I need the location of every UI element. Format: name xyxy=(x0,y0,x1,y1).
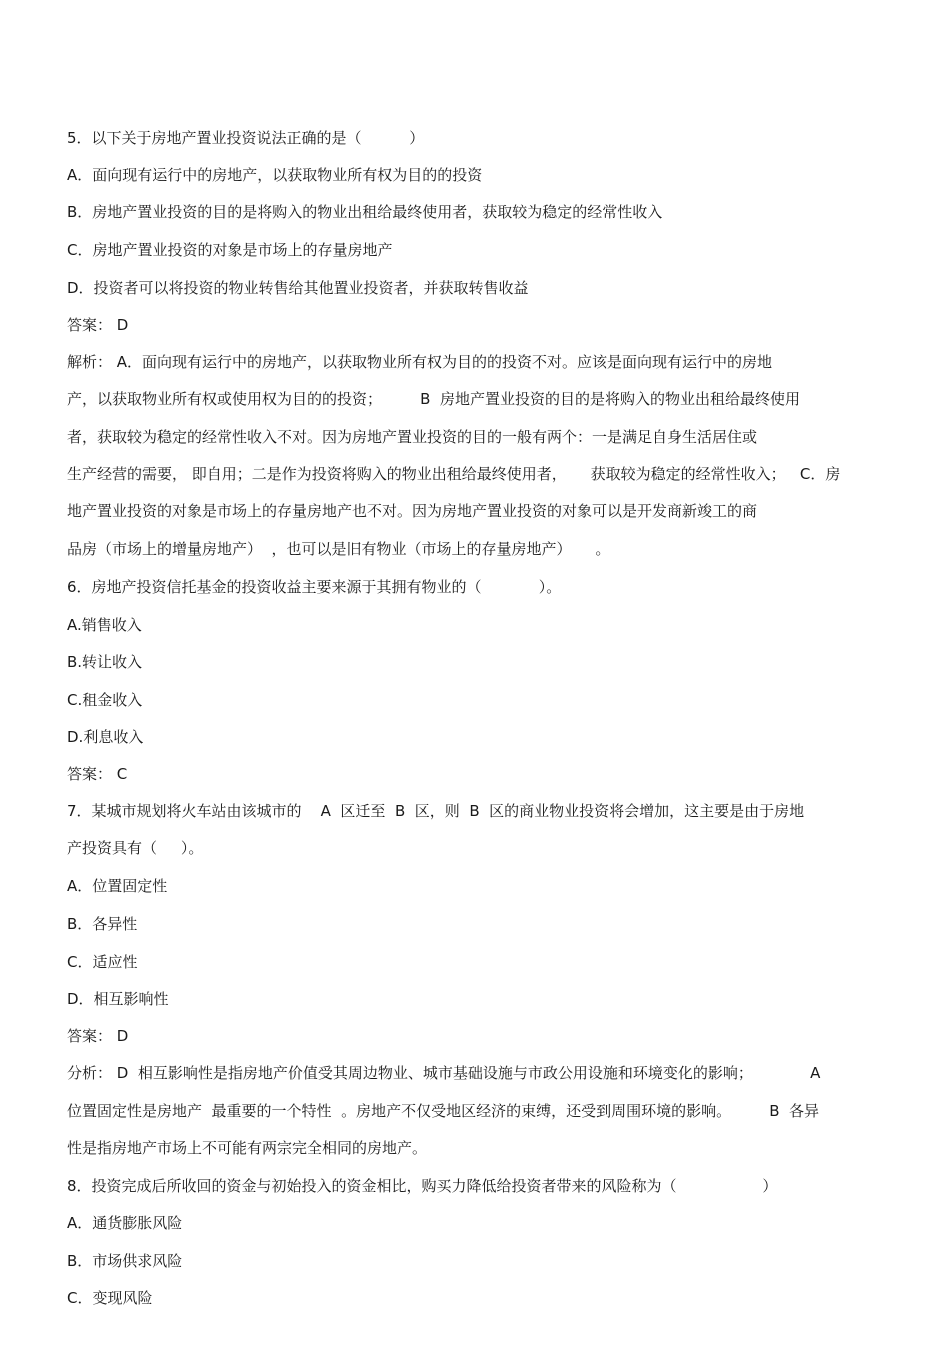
q8-option-a: A．通货膨胀风险 xyxy=(67,1214,183,1232)
q5-explanation-line: 解析： A．面向现有运行中的房地产，以获取物业所有权为目的的投资不对。应该是面向现有运行中的房地 xyxy=(67,353,773,371)
q5-explanation-line: 产，以获取物业所有权或使用权为目的的投资； B 房地产置业投资的目的是将购入的物业出租给最终使用 xyxy=(67,390,800,408)
q6-stem: 6．房地产投资信托基金的投资收益主要来源于其拥有物业的（ ）。 xyxy=(67,578,562,596)
q7-answer: 答案： D xyxy=(67,1027,129,1045)
q5-explanation-line: 生产经营的需要， 即自用；二是作为投资将购入的物业出租给最终使用者， 获取较为稳定的经常性收入； C．房 xyxy=(67,465,841,483)
q5-explanation-line: 地产置业投资的对象是市场上的存量房地产也不对。因为房地产置业投资的对象可以是开发商新竣工的商 xyxy=(67,502,758,520)
q5-option-b: B．房地产置业投资的目的是将购入的物业出租给最终使用者，获取较为稳定的经常性收入 xyxy=(67,203,663,221)
q7-option-a: A．位置固定性 xyxy=(67,877,168,895)
q7-stem: 7．某城市规划将火车站由该城市的 A 区迁至 B 区，则 B 区的商业物业投资将会增加，这主要是由于房地 xyxy=(67,802,805,820)
q6-option-c: C.租金收入 xyxy=(67,691,143,709)
q5-option-d: D．投资者可以将投资的物业转售给其他置业投资者，并获取转售收益 xyxy=(67,279,529,297)
q7-analysis-line: 分析： D 相互影响性是指房地产价值受其周边物业、城市基础设施与市政公用设施和环境变化的影响； A xyxy=(67,1064,821,1082)
q8-option-b: B．市场供求风险 xyxy=(67,1252,183,1270)
q5-explanation-line: 品房（市场上的增量房地产） ，也可以是旧有物业（市场上的存量房地产） 。 xyxy=(67,540,611,558)
q6-option-d: D.利息收入 xyxy=(67,728,144,746)
q7-option-c: C．适应性 xyxy=(67,953,138,971)
q5-explanation-line: 者，获取较为稳定的经常性收入不对。因为房地产置业投资的目的一般有两个：一是满足自身生活居住或 xyxy=(67,428,758,446)
q7-option-d: D．相互影响性 xyxy=(67,990,169,1008)
q5-option-a: A．面向现有运行中的房地产，以获取物业所有权为目的的投资 xyxy=(67,166,483,184)
q7-analysis-line: 位置固定性是房地产 最重要的一个特性 。房地产不仅受地区经济的束缚，还受到周围环境的影响。 B 各异 xyxy=(67,1102,820,1120)
q7-stem: 产投资具有（ ）。 xyxy=(67,839,204,857)
q6-option-a: A.销售收入 xyxy=(67,616,142,634)
q6-option-b: B.转让收入 xyxy=(67,653,143,671)
q8-stem: 8．投资完成后所收回的资金与初始投入的资金相比，购买力降低给投资者带来的风险称为（ ） xyxy=(67,1177,778,1195)
q5-answer: 答案： D xyxy=(67,316,129,334)
q7-option-b: B．各异性 xyxy=(67,915,138,933)
q7-analysis-line: 性是指房地产市场上不可能有两宗完全相同的房地产。 xyxy=(67,1139,428,1157)
q5-option-c: C．房地产置业投资的对象是市场上的存量房地产 xyxy=(67,241,393,259)
q5-stem: 5．以下关于房地产置业投资说法正确的是（ ） xyxy=(67,129,425,147)
q8-option-c: C．变现风险 xyxy=(67,1289,153,1307)
q6-answer: 答案： C xyxy=(67,765,128,783)
